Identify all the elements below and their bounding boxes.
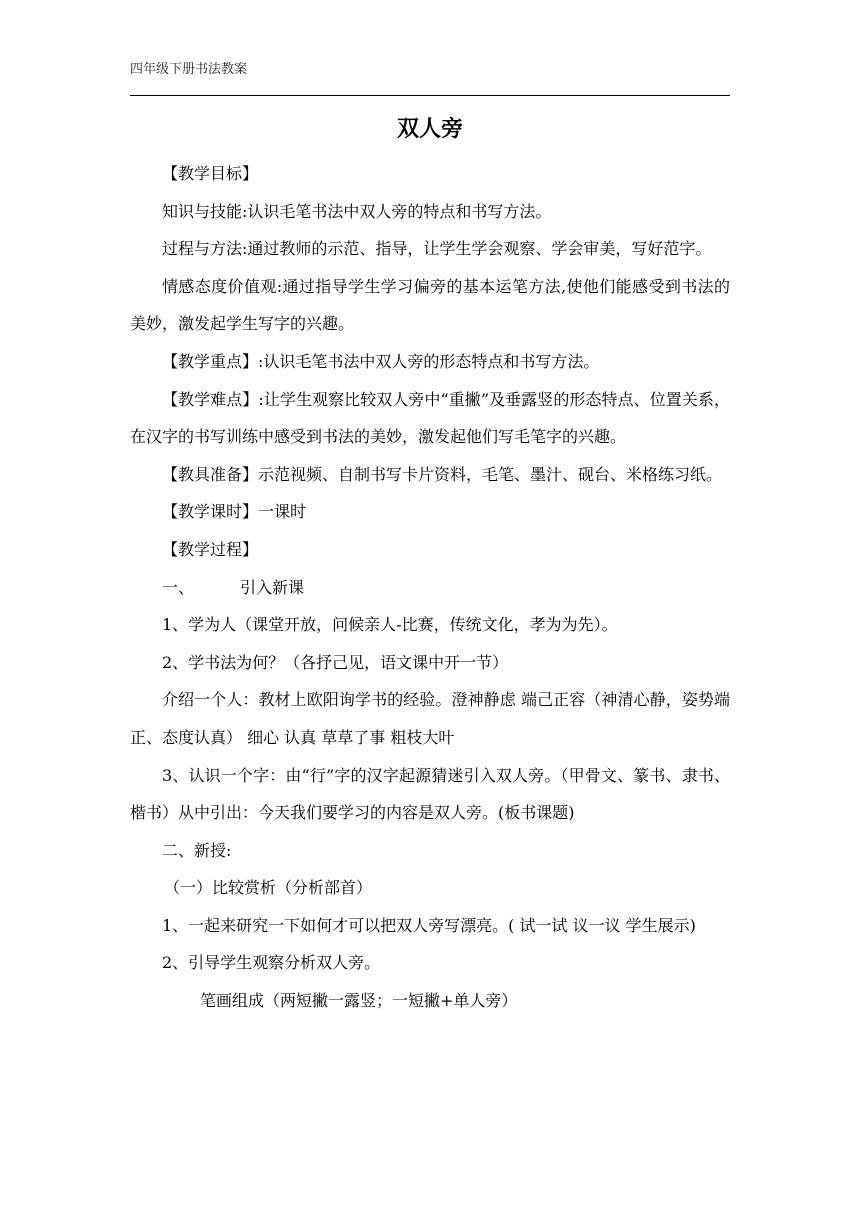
section-one-number: 一、 [162,577,195,597]
paragraph-know-character: 3、认识一个字：由“行”字的汉字起源猜迷引入双人旁。（甲骨文、篆书、隶书、楷书）从中引出：今天我们要学习的内容是双人旁。(板书课题) [130,765,730,823]
paragraph-introduce-person: 介绍一个人：教材上欧阳询学书的经验。澄神静虑 端己正容（神清心静，姿势端正、态度认真） 细心 认真 草草了事 粗枝大叶 [130,690,730,747]
paragraph-guide-observe: 2、引导学生观察分析双人旁。 [162,953,381,973]
paragraph-study-together: 1、一起来研究一下如何才可以把双人旁写漂亮。( 试一试 议一议 学生展示) [162,915,696,935]
paragraph-why-calligraphy: 2、学书法为何？（各抒己见，语文课中开一节） [162,652,509,672]
paragraph-materials: 【教具准备】示范视频、自制书写卡片资料，毛笔、墨汁、砚台、米格练习纸。 [162,464,723,484]
paragraph-key-points: 【教学重点】:认识毛笔书法中双人旁的形态特点和书写方法。 [162,351,600,371]
paragraph-stroke-composition: 笔画组成（两短撇一露竖；一短撇+单人旁） [200,991,518,1011]
page-header: 四年级下册书法教案 [130,62,248,77]
paragraph-difficulties: 【教学难点】:让学生观察比较双人旁中“重撇”及垂露竖的形态特点、位置关系，在汉字的书写训练中感受到书法的美妙，激发起他们写毛笔字的兴趣。 [130,389,730,447]
paragraph-objectives-heading: 【教学目标】 [162,164,259,183]
paragraph-process-methods: 过程与方法:通过教师的示范、指导，让学生学会观察、学会审美，写好范字。 [162,239,712,259]
section-one-label: 引入新课 [240,577,305,597]
paragraph-class-hours: 【教学课时】一课时 [162,502,307,522]
header-divider [130,95,730,96]
section-two-heading: 二、新授: [162,840,232,860]
paragraph-attitude-values: 情感态度价值观:通过指导学生学习偏旁的基本运笔方法,使他们能感受到书法的美妙，激发起学生写字的兴趣。 [130,276,730,334]
document-body [130,155,730,1020]
paragraph-knowledge-skills: 知识与技能:认识毛笔书法中双人旁的特点和书写方法。 [162,201,552,221]
paragraph-learn-to-be: 1、学为人（课堂开放，问候亲人-比赛，传统文化，孝为为先）。 [162,615,618,635]
subsection-compare-heading: （一）比较赏析（分析部首） [164,878,373,898]
paragraph-process-heading: 【教学过程】 [162,539,259,559]
section-one-heading [130,569,730,607]
document-title: 双人旁 [396,116,463,142]
